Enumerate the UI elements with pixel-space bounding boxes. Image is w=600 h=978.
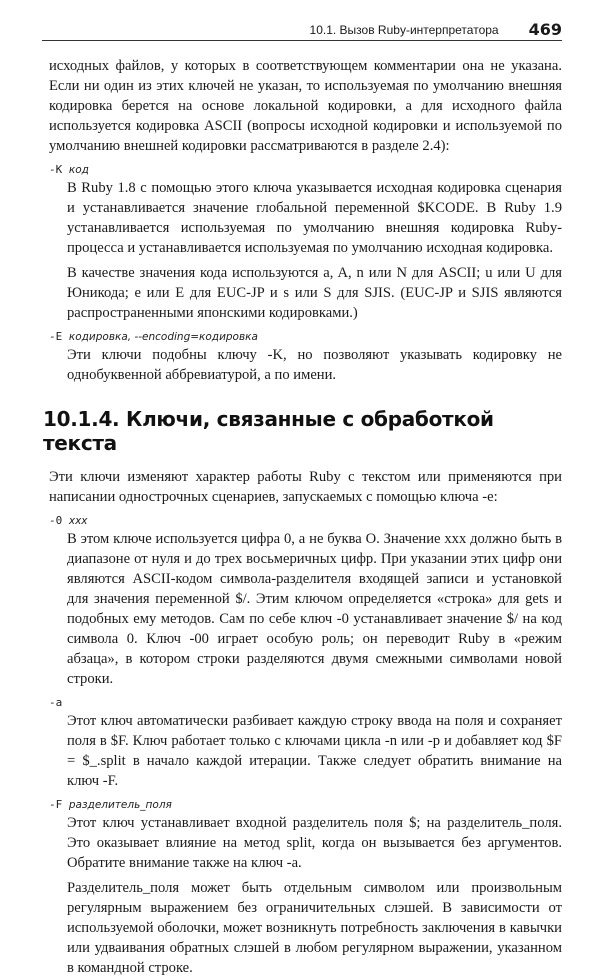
- option-paragraph: Этот ключ автоматически разбивает каждую строку ввода на поля и сохраняет поля в $F. Ключ работает только с ключами цикла -n или -p и добавляет код $F = $_.split в начало каждой итерации. Также следует обратить внимание на ключ -F.: [67, 713, 562, 789]
- section-intro: Эти ключи изменяют характер работы Ruby с текстом или применяются при написании однострочных сценариев, запускаемых с помощью ключа -e:: [49, 469, 562, 505]
- option-flag: -E: [49, 330, 63, 343]
- option-body-0: [67, 529, 562, 689]
- option-term-E: [49, 329, 562, 345]
- option-flag: -a: [49, 696, 63, 709]
- page-header: [42, 18, 562, 41]
- page-number: 469: [528, 20, 562, 39]
- option-body-K: [67, 178, 562, 323]
- option-body-a: [67, 711, 562, 791]
- option-flag: -0: [49, 514, 63, 527]
- intro-paragraph: исходных файлов, у которых в соответствующем комментарии она не указана. Если ни один из этих ключей не указан, то используемая по умолчанию внешняя кодировка берется на основе локальной кодировки, а для исходного файла используется кодировка ASCII (вопросы исходной кодировки и используемой по умолчанию внешней кодировки рассматриваются в разделе 2.4):: [49, 58, 562, 154]
- section-heading: 10.1.4. Ключи, связанные с обработкой текста: [43, 407, 494, 455]
- option-term-K: [49, 162, 562, 178]
- option-body-E: [67, 345, 562, 385]
- option-paragraph: Разделитель_поля может быть отдельным символом или произвольным регулярным выражением без ограничительных слэшей. В зависимости от используемой оболочки, может возникнуть потребность заключения в кавычки или удваивания обратных слэшей в любом регулярном выражении, указанном в командной строке.: [67, 880, 562, 976]
- option-term-a: [49, 695, 562, 711]
- option-body-F: [67, 813, 562, 978]
- option-flag: -K: [49, 163, 63, 176]
- page-body: [43, 56, 562, 978]
- option-paragraph: В Ruby 1.8 с помощью этого ключа указывается исходная кодировка сценария и устанавливается значение глобальной переменной $KCODE. В Ruby 1.9 устанавливается используемая по умолчанию внешняя кодировка Ruby-процесса и устанавливается используемая по умолчанию исходная кодировка.: [67, 180, 562, 256]
- option-arg: xxx: [68, 515, 88, 527]
- option-term-0: [49, 513, 562, 529]
- option-paragraph: Этот ключ устанавливает входной разделитель поля $; на разделитель_поля. Это оказывает влияние на метод split, когда он вызывается без аргументов. Обратите внимание также на ключ -a.: [67, 815, 562, 871]
- option-arg: разделитель_поля: [68, 799, 172, 811]
- running-title: 10.1. Вызов Ruby-интерпретатора: [309, 23, 499, 37]
- option-paragraph: В качестве значения кода используются a, A, n или N для ASCII; u или U для Юникода; e или E для EUC-JP и s или S для SJIS. (EUC-JP и SJIS являются распространенными японскими кодировками.): [67, 265, 562, 321]
- option-arg: код: [68, 164, 89, 176]
- option-term-F: [49, 797, 562, 813]
- option-arg: кодировка, --encoding=кодировка: [68, 331, 258, 343]
- option-flag: -F: [49, 798, 63, 811]
- option-paragraph: Эти ключи подобны ключу -K, но позволяют указывать кодировку не однобуквенной аббревиатурой, а по имени.: [67, 347, 562, 383]
- option-paragraph: В этом ключе используется цифра 0, а не буква O. Значение xxx должно быть в диапазоне от нуля и до трех восьмеричных цифр. При указании этих цифр они являются ASCII-кодом символа-разделителя входящей записи и установкой для значения переменной $/. Этим ключом определяется «строка» для gets и подобных ему методов. Сам по себе ключ -0 устанавливает значение $/ на код символа 0. Ключ -00 играет особую роль; он переводит Ruby в «режим абзаца», в котором строки разделяются двумя смежными символами новой строки.: [67, 531, 562, 687]
